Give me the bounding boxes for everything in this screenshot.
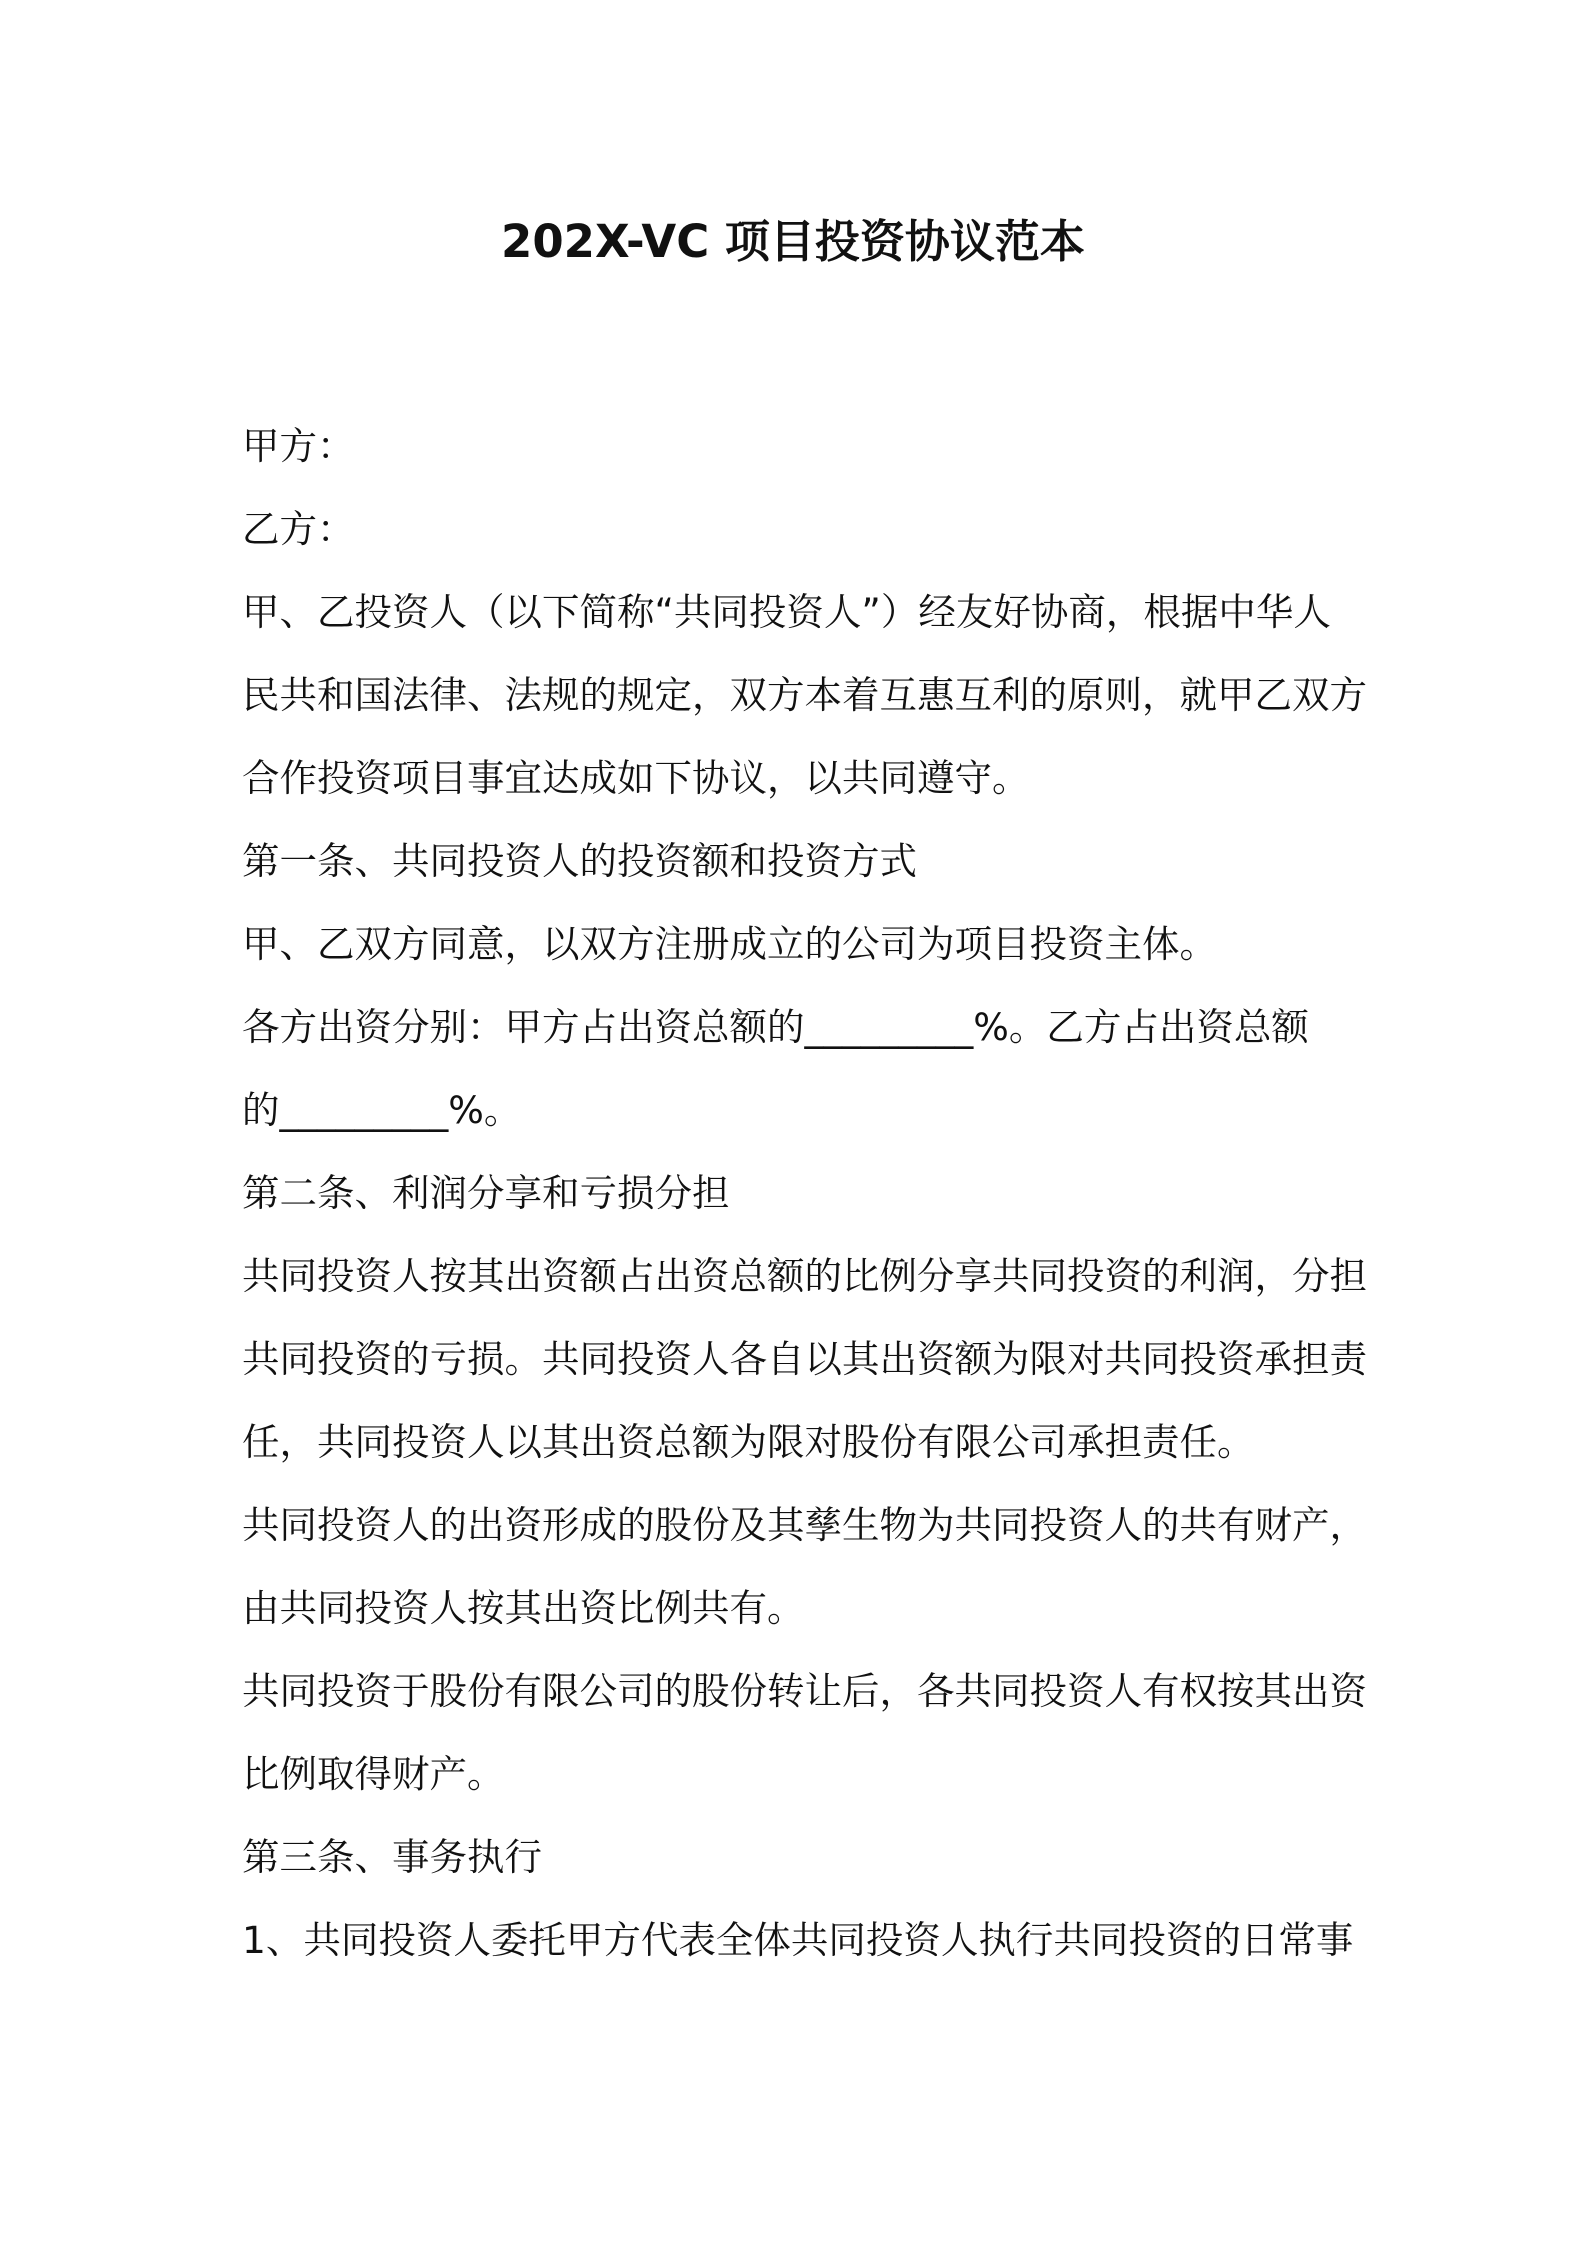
article-1-text-3: 的_________%。 bbox=[242, 1088, 522, 1132]
party-a-line: 甲方： bbox=[242, 424, 355, 468]
party-b-line: 乙方： bbox=[242, 507, 355, 551]
article-2-text-4: 共同投资人的出资形成的股份及其孳生物为共同投资人的共有财产， bbox=[242, 1503, 1367, 1547]
article-1-heading: 第一条、共同投资人的投资额和投资方式 bbox=[242, 839, 917, 883]
document-body bbox=[242, 405, 1367, 1982]
article-2-text-2: 共同投资的亏损。共同投资人各自以其出资额为限对共同投资承担责 bbox=[242, 1337, 1367, 1381]
preamble-line-3: 合作投资项目事宜达成如下协议，以共同遵守。 bbox=[242, 756, 1030, 800]
article-2-text-5: 由共同投资人按其出资比例共有。 bbox=[242, 1586, 805, 1630]
preamble-line-2: 民共和国法律、法规的规定，双方本着互惠互利的原则，就甲乙双方 bbox=[242, 673, 1367, 717]
document-title: 202X-VC 项目投资协议范本 bbox=[501, 215, 1085, 268]
article-3-text-1: 1、共同投资人委托甲方代表全体共同投资人执行共同投资的日常事 bbox=[242, 1918, 1354, 1962]
article-2-heading: 第二条、利润分享和亏损分担 bbox=[242, 1171, 730, 1215]
article-2-text-6: 共同投资于股份有限公司的股份转让后，各共同投资人有权按其出资 bbox=[242, 1669, 1367, 1713]
article-2-text-1: 共同投资人按其出资额占出资总额的比例分享共同投资的利润，分担 bbox=[242, 1254, 1367, 1298]
article-1-text-2: 各方出资分别：甲方占出资总额的_________%。乙方占出资总额 bbox=[242, 1005, 1309, 1049]
preamble-line-1: 甲、乙投资人（以下简称“共同投资人”）经友好协商，根据中华人 bbox=[242, 590, 1331, 634]
article-2-text-7: 比例取得财产。 bbox=[242, 1752, 505, 1796]
article-3-heading: 第三条、事务执行 bbox=[242, 1835, 542, 1879]
article-2-text-3: 任，共同投资人以其出资总额为限对股份有限公司承担责任。 bbox=[242, 1420, 1255, 1464]
article-1-text-1: 甲、乙双方同意，以双方注册成立的公司为项目投资主体。 bbox=[242, 922, 1217, 966]
